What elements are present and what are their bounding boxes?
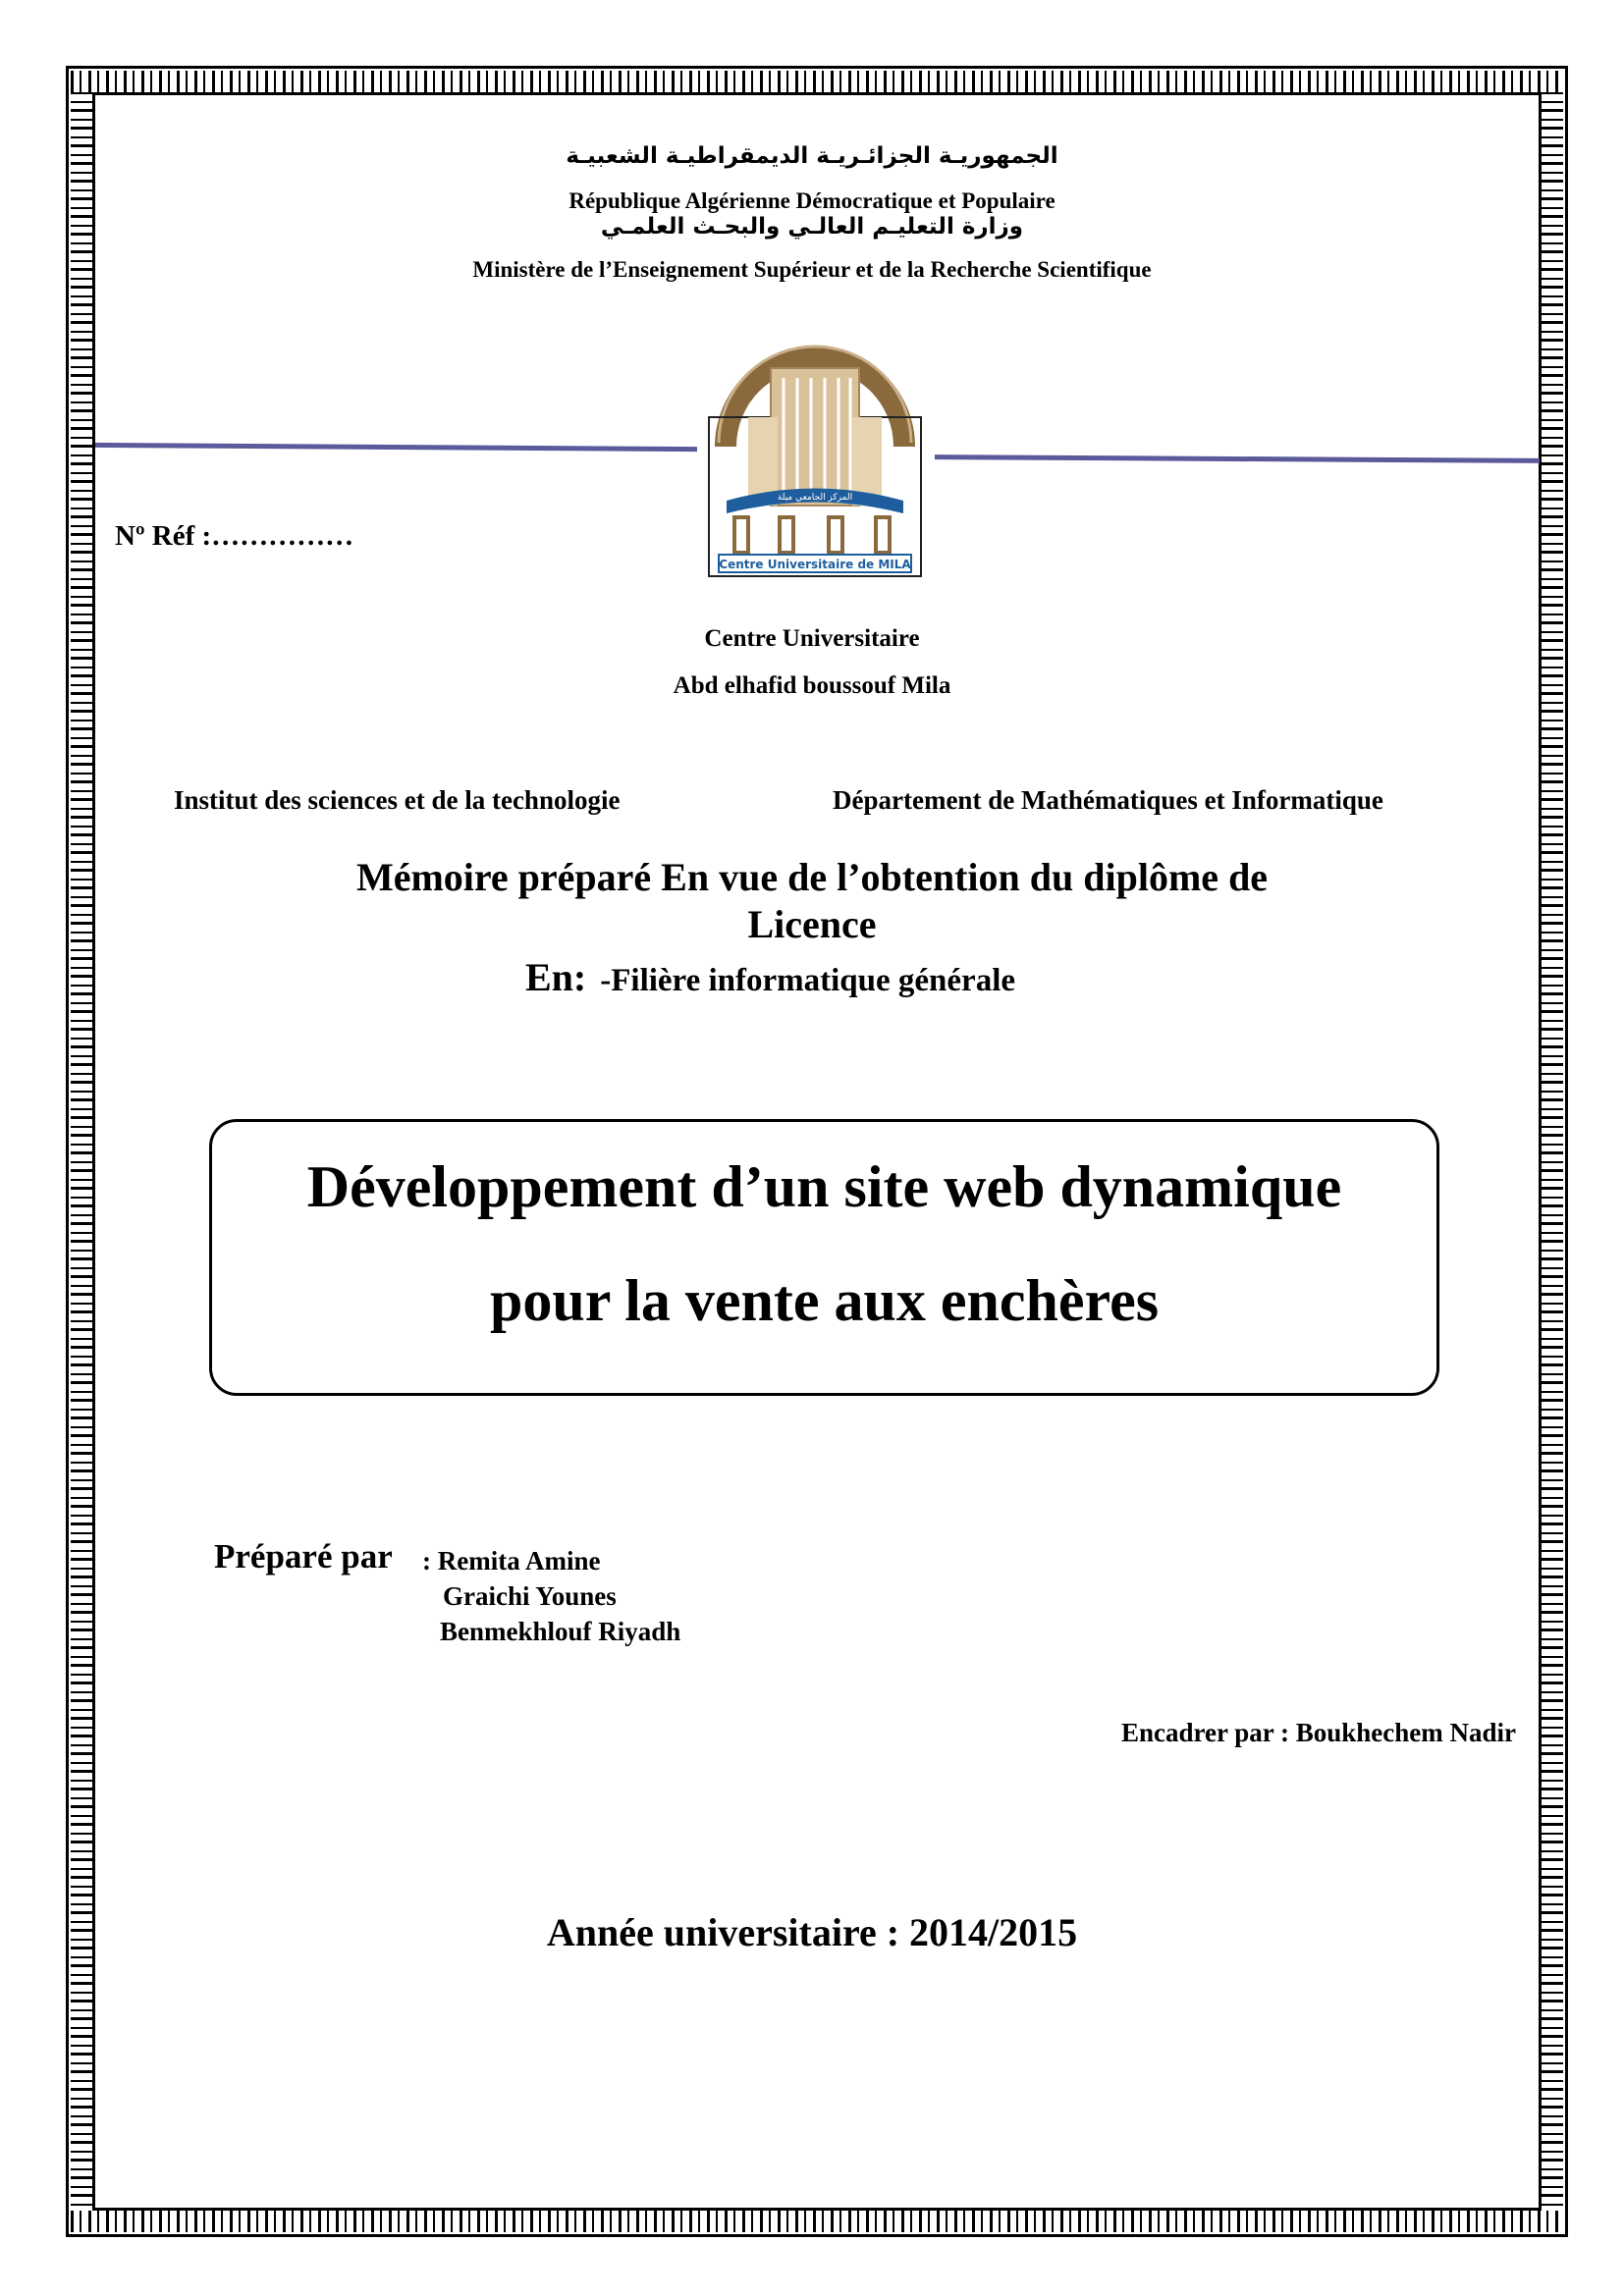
logo-caption: Centre Universitaire de MILA [719,558,911,571]
thesis-title-line1: Développement d’un site web dynamique [306,1154,1342,1219]
reference-number: Nº Réf :…………… [115,520,354,552]
republic-line: République Algérienne Démocratique et Populaire [568,188,1056,213]
supervisor: Encadrer par : Boukhechem Nadir [1120,1718,1516,1747]
filiere-line [525,954,1015,1000]
institute: Institut des sciences et de la technologie [174,785,621,815]
filiere: -Filière informatique générale [600,963,1016,998]
university-name-line2: Abd elhafid boussouf Mila [673,672,951,699]
ministry-line: Ministère de l’Enseignement Supérieur et de la Recherche Scientifique [472,257,1152,282]
university-name-line1: Centre Universitaire [704,625,920,652]
author-3: Benmekhlouf Riyadh [440,1617,681,1646]
department: Département de Mathématiques et Informatique [833,785,1383,815]
author-1: : Remita Amine [422,1546,601,1575]
thesis-title-box [209,1119,1439,1396]
memoire-line1: Mémoire préparé En vue de l’obtention du diplôme de [355,855,1269,899]
en-label: En: [525,955,587,999]
author-2: Graichi Younes [443,1581,617,1611]
memoire-line2: Licence [747,902,877,946]
logo-arabic-caption: المركز الجامعي ميلة [777,493,853,503]
arabic-ministry: وزارة التعليـم العالـي والبحـث العلمـي [600,214,1024,240]
arabic-republic: الجمهوريـة الجزائـريـة الديمقراطيـة الشعبيـة [566,143,1058,169]
university-logo [697,329,933,579]
thesis-title-line2: pour la vente aux enchères [489,1268,1160,1333]
prepared-by-label: Préparé par [214,1537,393,1575]
logo-graphic [697,329,933,579]
academic-year: Année universitaire : 2014/2015 [546,1910,1078,1954]
